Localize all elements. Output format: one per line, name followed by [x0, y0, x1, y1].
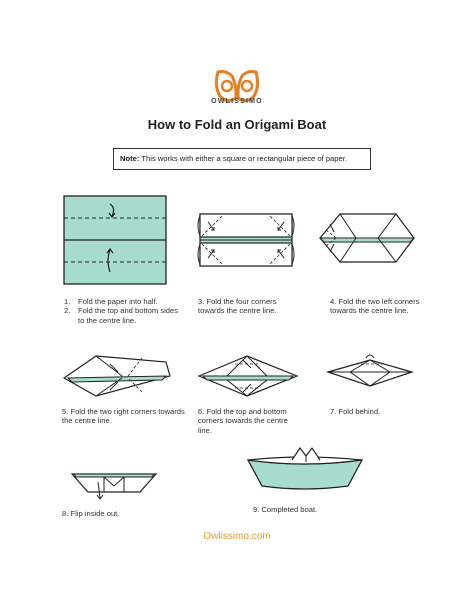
step-7-illustration	[326, 354, 414, 390]
page-title: How to Fold an Origami Boat	[147, 117, 327, 132]
step-4-illustration	[318, 210, 416, 266]
step-9-illustration	[244, 446, 366, 492]
step-8-illustration	[70, 468, 158, 502]
step-8-caption: 8. Flip inside out.	[62, 509, 120, 518]
step-4-caption: 4. Fold the two left corners towards the centre line.	[330, 297, 420, 316]
note-box	[113, 148, 371, 170]
step-6-illustration	[197, 352, 299, 400]
step-3-illustration	[196, 210, 296, 270]
step-7-caption: 7. Fold behind.	[330, 407, 381, 416]
footer-link[interactable]: Owlissimo.com	[203, 531, 271, 542]
brand-name: OWLISSIMO	[211, 98, 263, 105]
step-2-line: 2. Fold the top and bottom sides to the centre line.	[64, 306, 179, 325]
step-5-caption: 5. Fold the two right corners towards the centre line.	[62, 407, 185, 426]
step-5-illustration	[62, 352, 172, 400]
note-label: Note:	[120, 154, 140, 163]
note-text: This works with either a square or rectangular piece of paper.	[141, 154, 347, 163]
step-9-caption: 9. Completed boat.	[253, 505, 318, 514]
step-1-2-illustration	[62, 194, 168, 286]
step-3-caption: 3. Fold the four corners towards the centre line.	[198, 297, 277, 316]
step-6-caption: 6. Fold the top and bottom corners towards the centre line.	[198, 407, 288, 435]
step-1-line: 1. Fold the paper into half.	[64, 297, 158, 306]
step-1-2-caption	[64, 297, 182, 325]
